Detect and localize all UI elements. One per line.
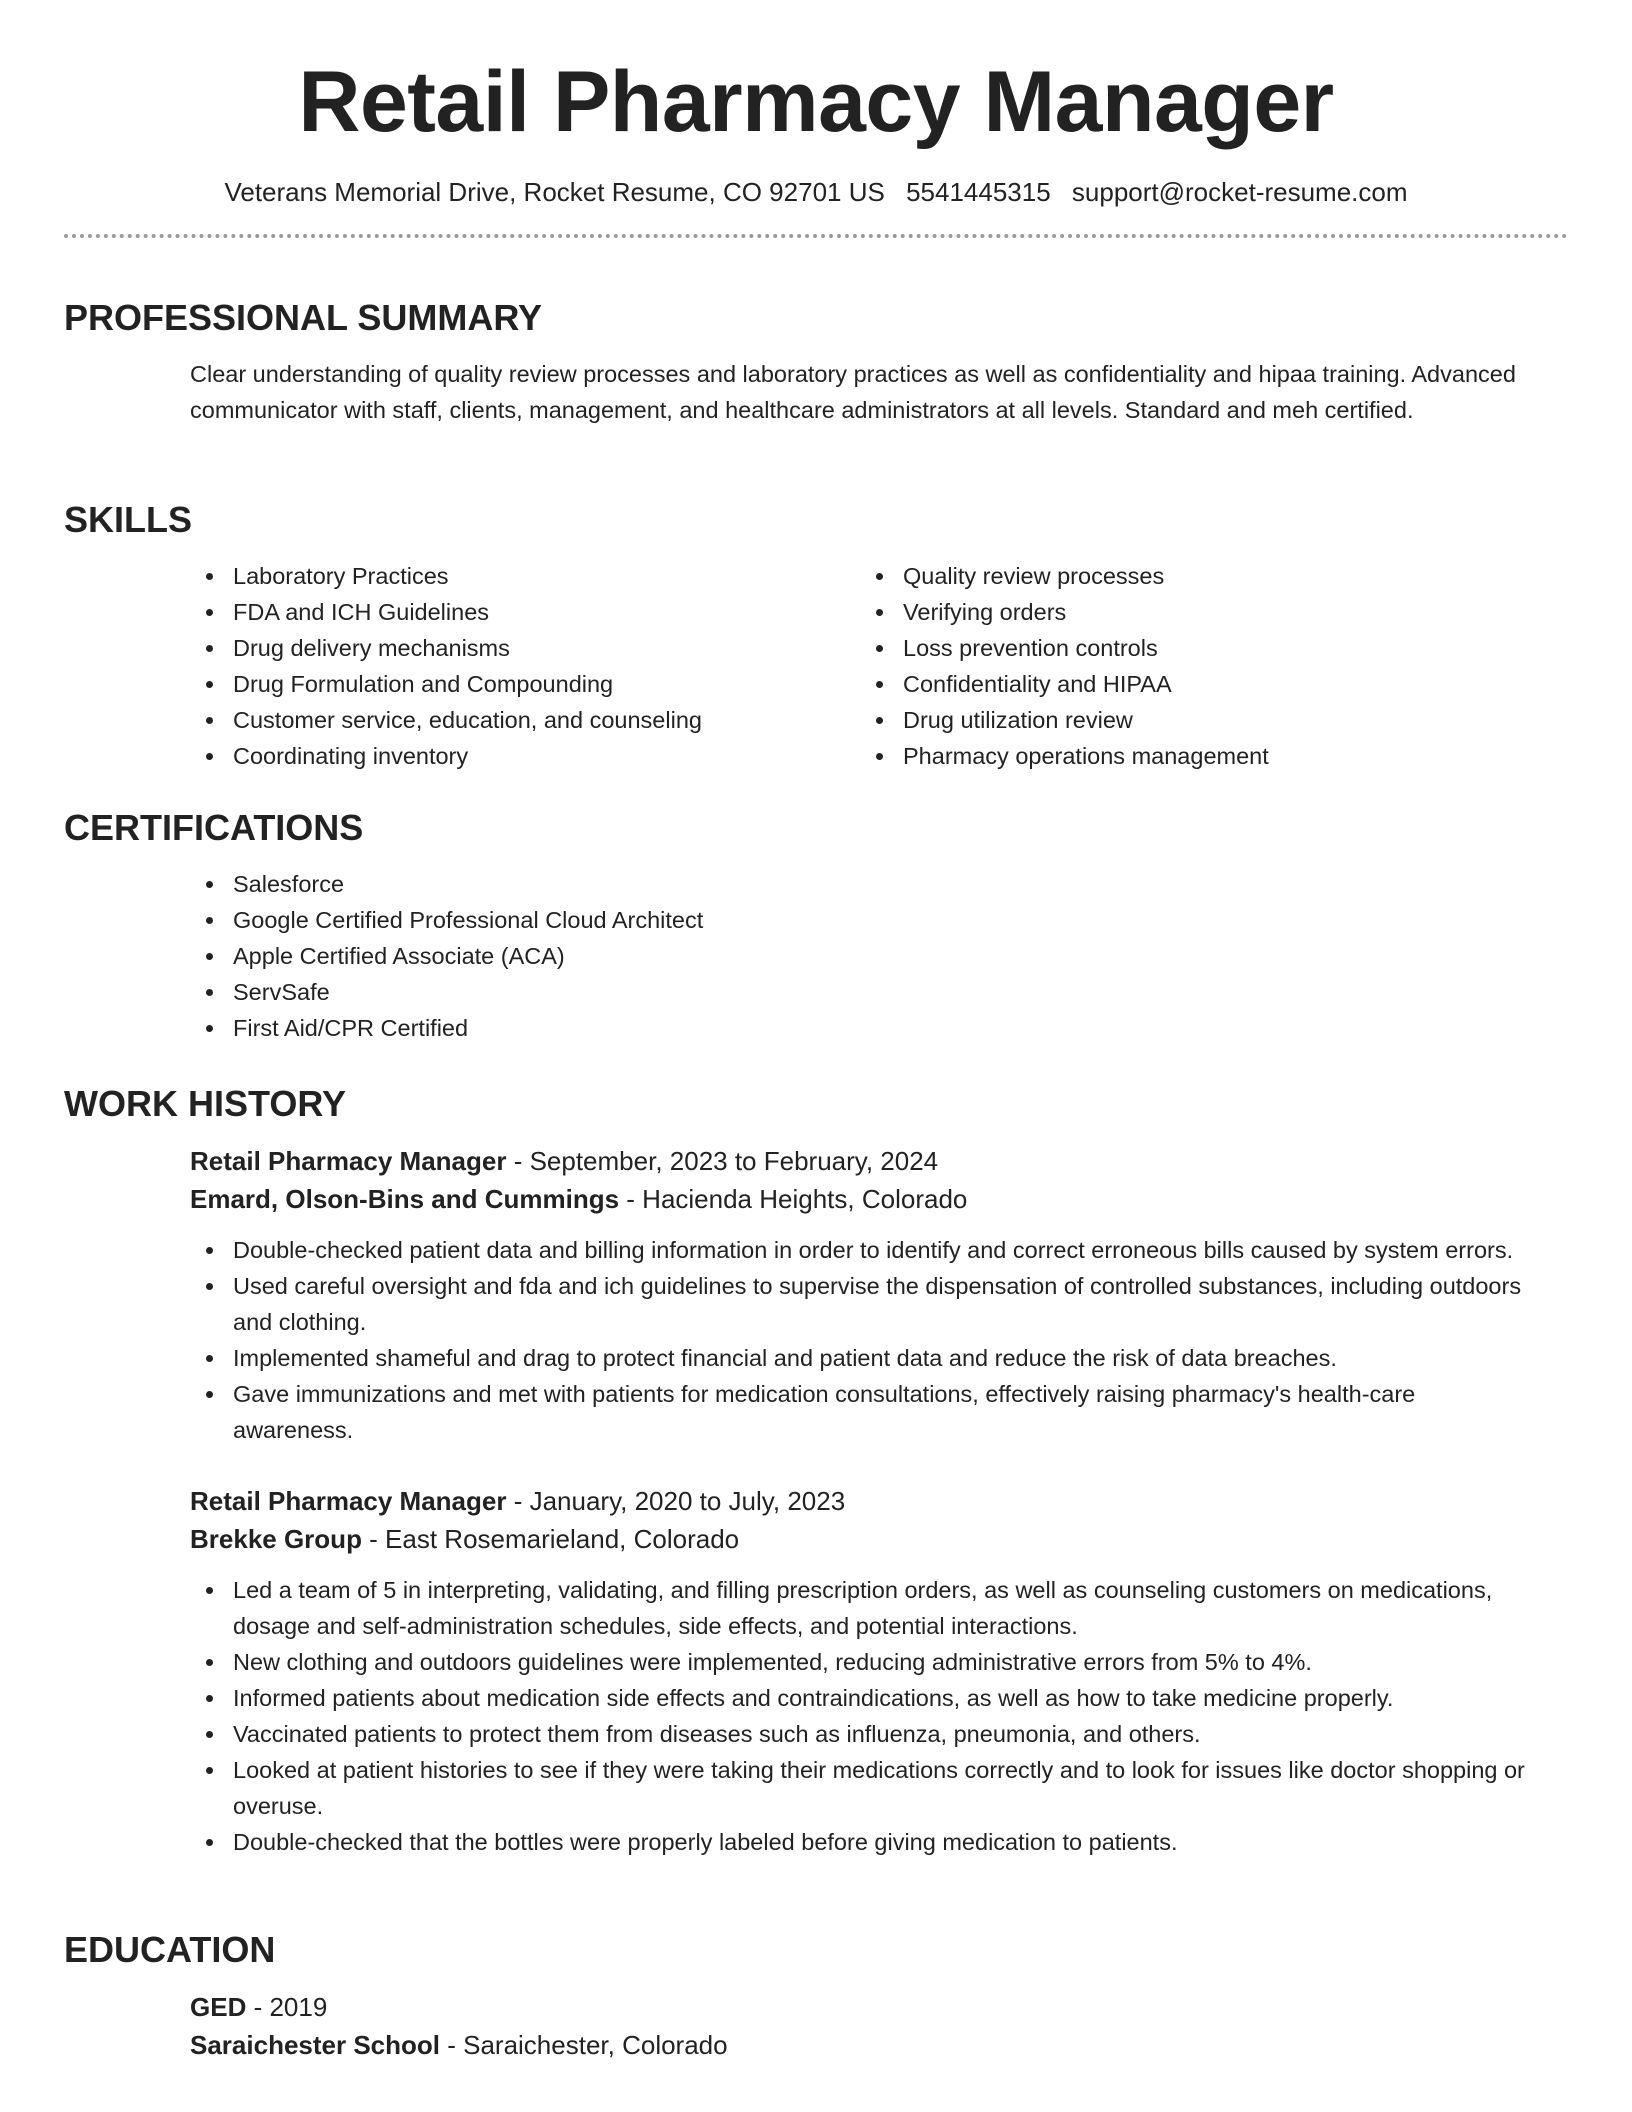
list-item: Drug utilization review (860, 702, 1530, 738)
list-item: Drug Formulation and Compounding (190, 666, 860, 702)
skills-list-left (190, 558, 860, 774)
skills-list-right (860, 558, 1530, 774)
list-item: Salesforce (190, 866, 1530, 902)
skills-columns (190, 558, 1530, 774)
job-role: Retail Pharmacy Manager (190, 1486, 507, 1516)
degree: GED (190, 1992, 247, 2022)
list-item: Gave immunizations and met with patients for medication consultations, effectively raising pharmacy's health-care awareness. (190, 1376, 1530, 1448)
list-item: Google Certified Professional Cloud Architect (190, 902, 1530, 938)
work-title: WORK HISTORY (64, 1083, 347, 1124)
header-divider (64, 234, 1568, 238)
list-item: Looked at patient histories to see if they were taking their medications correctly and to look for issues like doctor shopping or overuse. (190, 1752, 1530, 1824)
list-item: First Aid/CPR Certified (190, 1010, 1530, 1046)
summary-title: PROFESSIONAL SUMMARY (64, 297, 543, 338)
list-item: ServSafe (190, 974, 1530, 1010)
job-role-line (190, 1142, 1530, 1180)
education-section (64, 1928, 1568, 2064)
job-bullets (190, 1572, 1530, 1860)
list-item: Implemented shameful and drag to protect financial and patient data and reduce the risk of data breaches. (190, 1340, 1530, 1376)
work-section (64, 1082, 1568, 1860)
list-item: Loss prevention controls (860, 630, 1530, 666)
skills-title: SKILLS (64, 499, 193, 540)
education-title: EDUCATION (64, 1929, 276, 1970)
list-item: Double-checked that the bottles were properly labeled before giving medication to patients. (190, 1824, 1530, 1860)
list-item: Apple Certified Associate (ACA) (190, 938, 1530, 974)
job-location: - East Rosemarieland, Colorado (361, 1524, 740, 1554)
list-item: Coordinating inventory (190, 738, 860, 774)
phone-text: 5541445315 (906, 177, 1051, 207)
email-text: support@rocket-resume.com (1071, 177, 1408, 207)
certifications-section (64, 806, 1568, 1046)
job-dates: - January, 2020 to July, 2023 (506, 1486, 846, 1516)
job-bullets (190, 1232, 1530, 1448)
contact-line (64, 176, 1568, 208)
certifications-title: CERTIFICATIONS (64, 807, 364, 848)
summary-section (64, 296, 1568, 428)
job-entry (190, 1142, 1530, 1448)
job-location: - Hacienda Heights, Colorado (619, 1184, 968, 1214)
list-item: Confidentiality and HIPAA (860, 666, 1530, 702)
list-item: Drug delivery mechanisms (190, 630, 860, 666)
job-company: Emard, Olson-Bins and Cummings (190, 1184, 620, 1214)
school-location: - Saraichester, Colorado (440, 2030, 728, 2060)
list-item: Pharmacy operations management (860, 738, 1530, 774)
list-item: Informed patients about medication side effects and contraindications, as well as how to take medicine properly. (190, 1680, 1530, 1716)
list-item: Led a team of 5 in interpreting, validating, and filling prescription orders, as well as counseling customers on medications, dosage and self-administration schedules, side effects, and potential interactions. (190, 1572, 1530, 1644)
summary-text: Clear understanding of quality review processes and laboratory practices as well as confidentiality and hipaa training. Advanced communicator with staff, clients, management, and healthcare administrators at all levels. Standard and meh certified. (190, 361, 1516, 423)
list-item: Vaccinated patients to protect them from diseases such as influenza, pneumonia, and others. (190, 1716, 1530, 1752)
education-entry (190, 1988, 1530, 2064)
resume-page (64, 0, 1568, 2060)
list-item: Used careful oversight and fda and ich guidelines to supervise the dispensation of controlled substances, including outdoors and clothing. (190, 1268, 1530, 1340)
degree-year: - 2019 (246, 1992, 328, 2022)
job-company: Brekke Group (190, 1524, 362, 1554)
list-item: Quality review processes (860, 558, 1530, 594)
list-item: FDA and ICH Guidelines (190, 594, 860, 630)
school-name: Saraichester School (190, 2030, 440, 2060)
job-company-line (190, 1180, 1530, 1218)
job-role-line (190, 1482, 1530, 1520)
degree-line (190, 1988, 1530, 2026)
list-item: Verifying orders (860, 594, 1530, 630)
candidate-name: Retail Pharmacy Manager (298, 54, 1334, 150)
list-item: New clothing and outdoors guidelines were implemented, reducing administrative errors from 5% to 4%. (190, 1644, 1530, 1680)
job-role: Retail Pharmacy Manager (190, 1146, 507, 1176)
list-item: Laboratory Practices (190, 558, 860, 594)
certifications-list (190, 866, 1530, 1046)
address-text: Veterans Memorial Drive, Rocket Resume, CO 92701 US (224, 177, 885, 207)
list-item: Customer service, education, and counseling (190, 702, 860, 738)
job-dates: - September, 2023 to February, 2024 (506, 1146, 939, 1176)
job-company-line (190, 1520, 1530, 1558)
school-line (190, 2026, 1530, 2064)
skills-section (64, 498, 1568, 774)
list-item: Double-checked patient data and billing information in order to identify and correct erroneous bills caused by system errors. (190, 1232, 1530, 1268)
job-entry (190, 1482, 1530, 1860)
